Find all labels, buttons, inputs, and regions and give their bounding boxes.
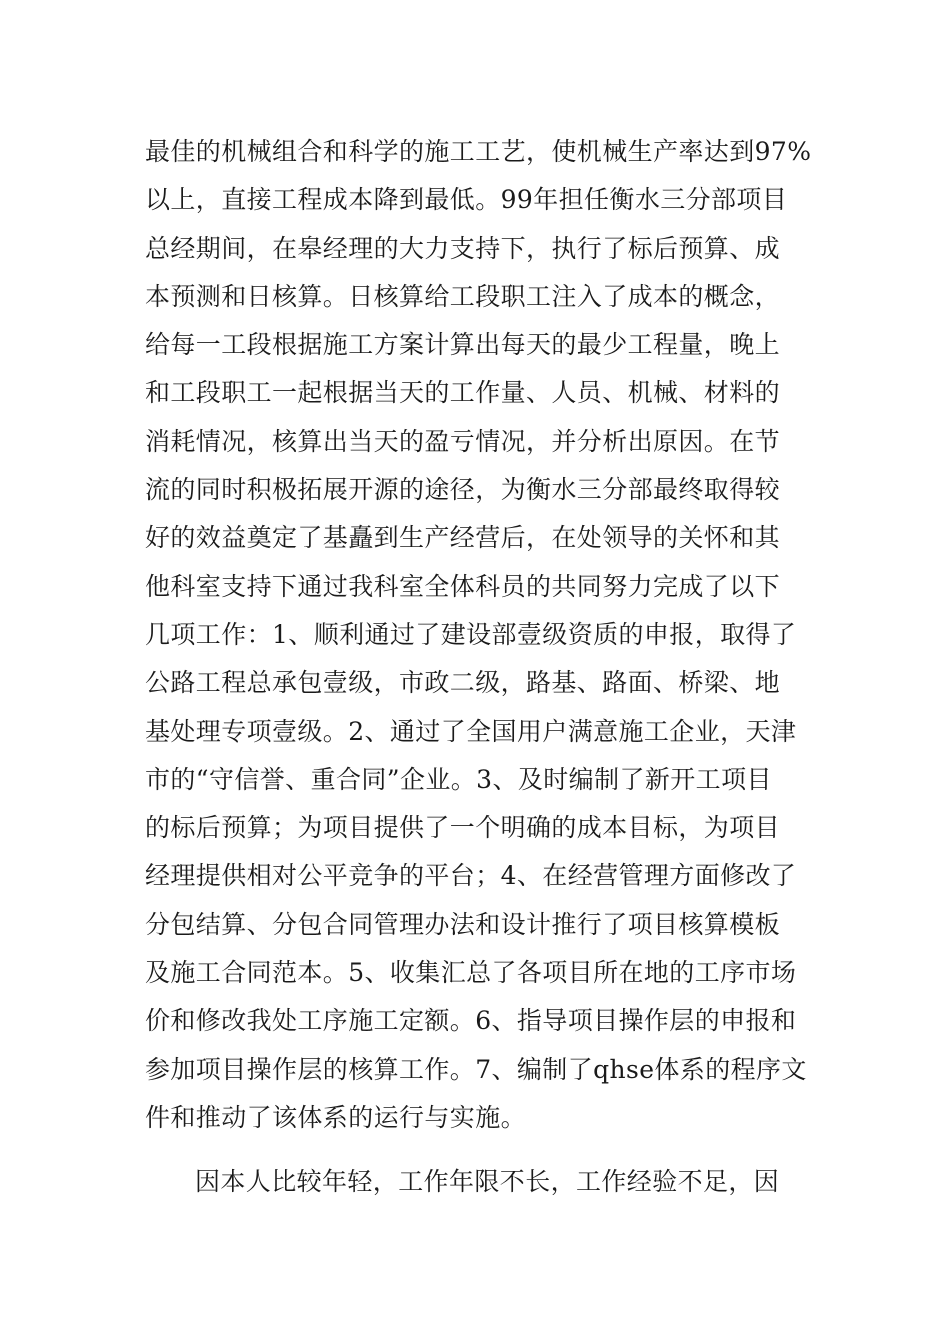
text-line: 流的同时积极拓展开源的途径，为衡水三分部最终取得较 [145, 475, 781, 505]
text-line: 因本人比较年轻，工作年限不长，工作经验不足，因 [195, 1167, 780, 1197]
text-line: 基处理专项壹级。2、通过了全国用户满意施工企业，天津 [145, 716, 797, 746]
text-line: 他科室支持下通过我科室全体科员的共同努力完成了以下 [145, 571, 781, 601]
text-line: 的标后预算；为项目提供了一个明确的成本目标，为项目 [145, 813, 781, 843]
text-line: 分包结算、分包合同管理办法和设计推行了项目核算模板 [145, 909, 781, 939]
text-line: 及施工合同范本。5、收集汇总了各项目所在地的工序市场 [145, 958, 797, 988]
text-line: 本预测和日核算。日核算给工段职工注入了成本的概念， [145, 281, 781, 311]
text-line: 几项工作：1、顺利通过了建设部壹级资质的申报，取得了 [145, 619, 797, 649]
paragraph-gap [145, 1142, 815, 1158]
text-line: 消耗情况，核算出当天的盈亏情况，并分析出原因。在节 [145, 426, 781, 456]
text-line: 价和修改我处工序施工定额。6、指导项目操作层的申报和 [145, 1006, 797, 1036]
text-line: 参加项目操作层的核算工作。7、编制了qhse体系的程序文 [145, 1054, 807, 1084]
text-line: 经理提供相对公平竞争的平台；4、在经营管理方面修改了 [145, 861, 797, 891]
text-line: 好的效益奠定了基矗到生产经营后，在处领导的关怀和其 [145, 523, 781, 553]
text-line: 最佳的机械组合和科学的施工工艺，使机械生产率达到97% [145, 137, 812, 166]
text-line: 以上，直接工程成本降到最低。99年担任衡水三分部项目 [145, 185, 788, 215]
document-body [145, 128, 815, 1207]
text-line: 市的“守信誉、重合同”企业。3、及时编制了新开工项目 [145, 764, 772, 794]
text-line: 总经期间，在皋经理的大力支持下，执行了标后预算、成 [145, 233, 781, 263]
text-line: 件和推动了该体系的运行与实施。 [145, 1102, 527, 1132]
paragraph-1 [145, 128, 815, 1142]
text-line: 和工段职工一起根据当天的工作量、人员、机械、材料的 [145, 378, 781, 408]
paragraph-2 [145, 1158, 815, 1206]
text-line: 给每一工段根据施工方案计算出每天的最少工程量，晚上 [145, 330, 781, 360]
text-line: 公路工程总承包壹级，市政二级，路基、路面、桥梁、地 [145, 668, 781, 698]
